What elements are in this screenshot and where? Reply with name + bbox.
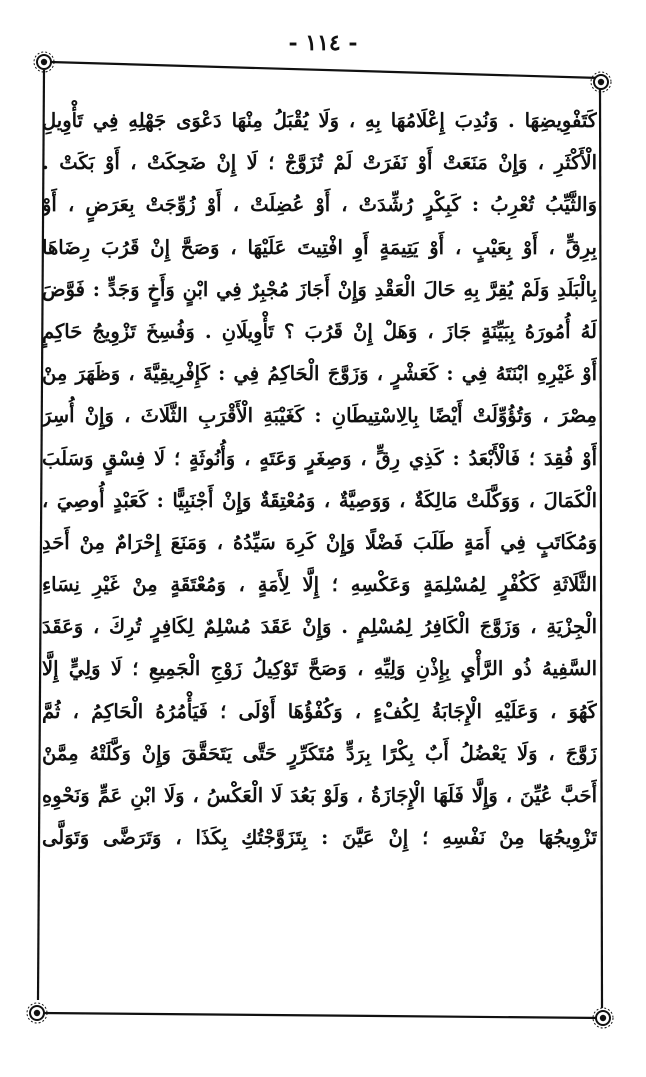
text-line-13: الْجِزْيَةِ ، وَزَوَّجَ الْكَافِرُ لِمُسْلِمٍ . وَإِنْ عَقَدَ مُسْلِمٌ لِكَافِرٍ تُرِكَ ، وَعَقَدَ <box>42 615 597 639</box>
corner-ornament-top-left <box>34 52 54 72</box>
text-line-18: تَزْوِيجُهَا مِنْ نَفْسِهِ ؛ إِنْ عَيَّنَ : بِتَزَوَّجْتُكِ بِكَذَا ، وَتَرَضَّى وَتَوَلَّى <box>42 826 597 850</box>
corner-ornament-bottom-left <box>27 1003 47 1023</box>
frame-top-rule <box>50 62 600 78</box>
text-line-1: كَتَفْوِيضِهَا . وَنُدِبَ إِعْلَامُهَا بِهِ ، وَلَا يُقْبَلُ مِنْهَا دَعْوَى جَهْلِهِ فِي تَأْوِيلِ <box>42 109 597 132</box>
text-line-11: وَمُكَاتَبٍ فِي أَمَةٍ طَلَبَ فَضْلًا وَإِنْ كَرِهَ سَيِّدُهُ ، وَمَنَعَ إِحْرَامٌ مِنْ أَحَدِ <box>42 530 597 554</box>
text-line-8: مِصْرَ ، وَتُؤُوِّلَتْ أَيْضًا بِالِاسْتِيطَانِ : كَغَيْبَةِ الْأَقْرَبِ الثَّلَاثَ ، وَإِنْ أُسِرَ <box>42 404 597 428</box>
text-line-15: كَهُوَ ، وَعَلَيْهِ الْإِجَابَةُ لِكُفْءٍ ، وَكُفْؤُهَا أَوْلَى ؛ فَيَأْمُرُهُ الْحَاكِمُ ، ثُمَّ <box>42 699 597 723</box>
text-line-2: الْأَكْثَرِ ، وَإِنْ مَنَعَتْ أَوْ نَفَرَتْ لَمْ تُزَوَّجْ ؛ لَا إِنْ ضَحِكَتْ ، أَوْ بَكَتْ . <box>42 151 597 175</box>
body-text <box>42 100 597 1000</box>
corner-ornament-top-right <box>591 72 611 92</box>
text-line-10: الْكَمَالَ ، وَوَكَّلَتْ مَالِكَةٌ ، وَوَصِيَّةٌ ، وَمُعْتِقَةٌ وَإِنْ أَجْنَبِيًّا : كَعَبْدٍ أُوصِيَ ، <box>42 488 597 512</box>
text-line-9: أَوْ فُقِدَ ؛ فَالْأَبْعَدُ : كَذِي رِقٍّ ، وَصِغَرٍ وَعَتَهٍ ، وَأُنُوثَةٍ ؛ لَا فِسْقٍ وَسَلَبَ <box>42 446 597 470</box>
text-line-12: الثَّلَاثَةِ كَكُفْرٍ لِمُسْلِمَةٍ وَعَكْسِهِ ؛ إِلَّا لِأَمَةٍ ، وَمُعْتَقَةٍ مِنْ غَيْرِ نِسَاءِ <box>42 573 597 597</box>
text-line-7: أَوْ غَيْرِهِ ابْنَتَهُ فِي : كَعَشْرٍ ، وَزَوَّجَ الْحَاكِمُ فِي : كَإِفْرِيقِيَّةَ ، وَظَهَرَ مِنْ <box>42 362 597 386</box>
text-line-4: بِرِقٍّ ، أَوْ بِعَيْبٍ ، أَوْ يَتِيمَةٍ أَوِ افْتِيتَ عَلَيْهَا ، وَصَحَّ إِنْ قَرُبَ رِضَاهَا <box>42 235 597 259</box>
page-number: - ١١٤ - <box>288 30 358 56</box>
text-line-16: زَوَّجَ ، وَلَا يَعْضُلُ أَبٌ بِكْرًا بِرَدٍّ مُتَكَرِّرٍ حَتَّى يَتَحَقَّقَ وَإِنْ وَكَّلَتْهُ مِمَّنْ <box>42 741 597 765</box>
text-line-6: لَهُ أُمُورَهُ بِبَيِّنَةٍ جَازَ ، وَهَلْ إِنْ قَرُبَ ؟ تَأْوِيلَانِ . وَفُسِخَ تَزْوِيجُ حَاكِمٍ <box>42 319 597 343</box>
frame-right-rule <box>600 84 602 1008</box>
text-line-17: أَحَبَّ عُيِّنَ ، وَإِلَّا فَلَهَا الْإِجَازَةُ ، وَلَوْ بَعُدَ لَا الْعَكْسُ ، وَلَا ابْنِ عَمٍّ وَنَحْوِهِ <box>42 784 597 807</box>
frame-bottom-rule <box>40 1013 603 1018</box>
text-line-5: بِالْبَلَدِ وَلَمْ يُقِرَّ بِهِ حَالَ الْعَقْدِ وَإِنْ أَجَازَ مُجْبِرٌ فِي ابْنٍ وَأَخٍ وَجَدٍّ : فَوَّضَ <box>42 277 597 301</box>
text-line-14: السَّفِيهُ ذُو الرَّأْيِ بِإِذْنِ وَلِيِّهِ ، وَصَحَّ تَوْكِيلُ زَوْجِ الْجَمِيعِ ؛ لَا وَلِيٍّ إِلَّا <box>42 657 597 681</box>
text-line-3: وَالثَّيِّبُ تُعْرِبُ : كَبِكْرٍ رُشِّدَتْ ، أَوْ عُضِلَتْ ، أَوْ زُوِّجَتْ بِعَرَضٍ ، أَوْ <box>42 193 597 217</box>
corner-ornament-bottom-right <box>593 1008 613 1028</box>
